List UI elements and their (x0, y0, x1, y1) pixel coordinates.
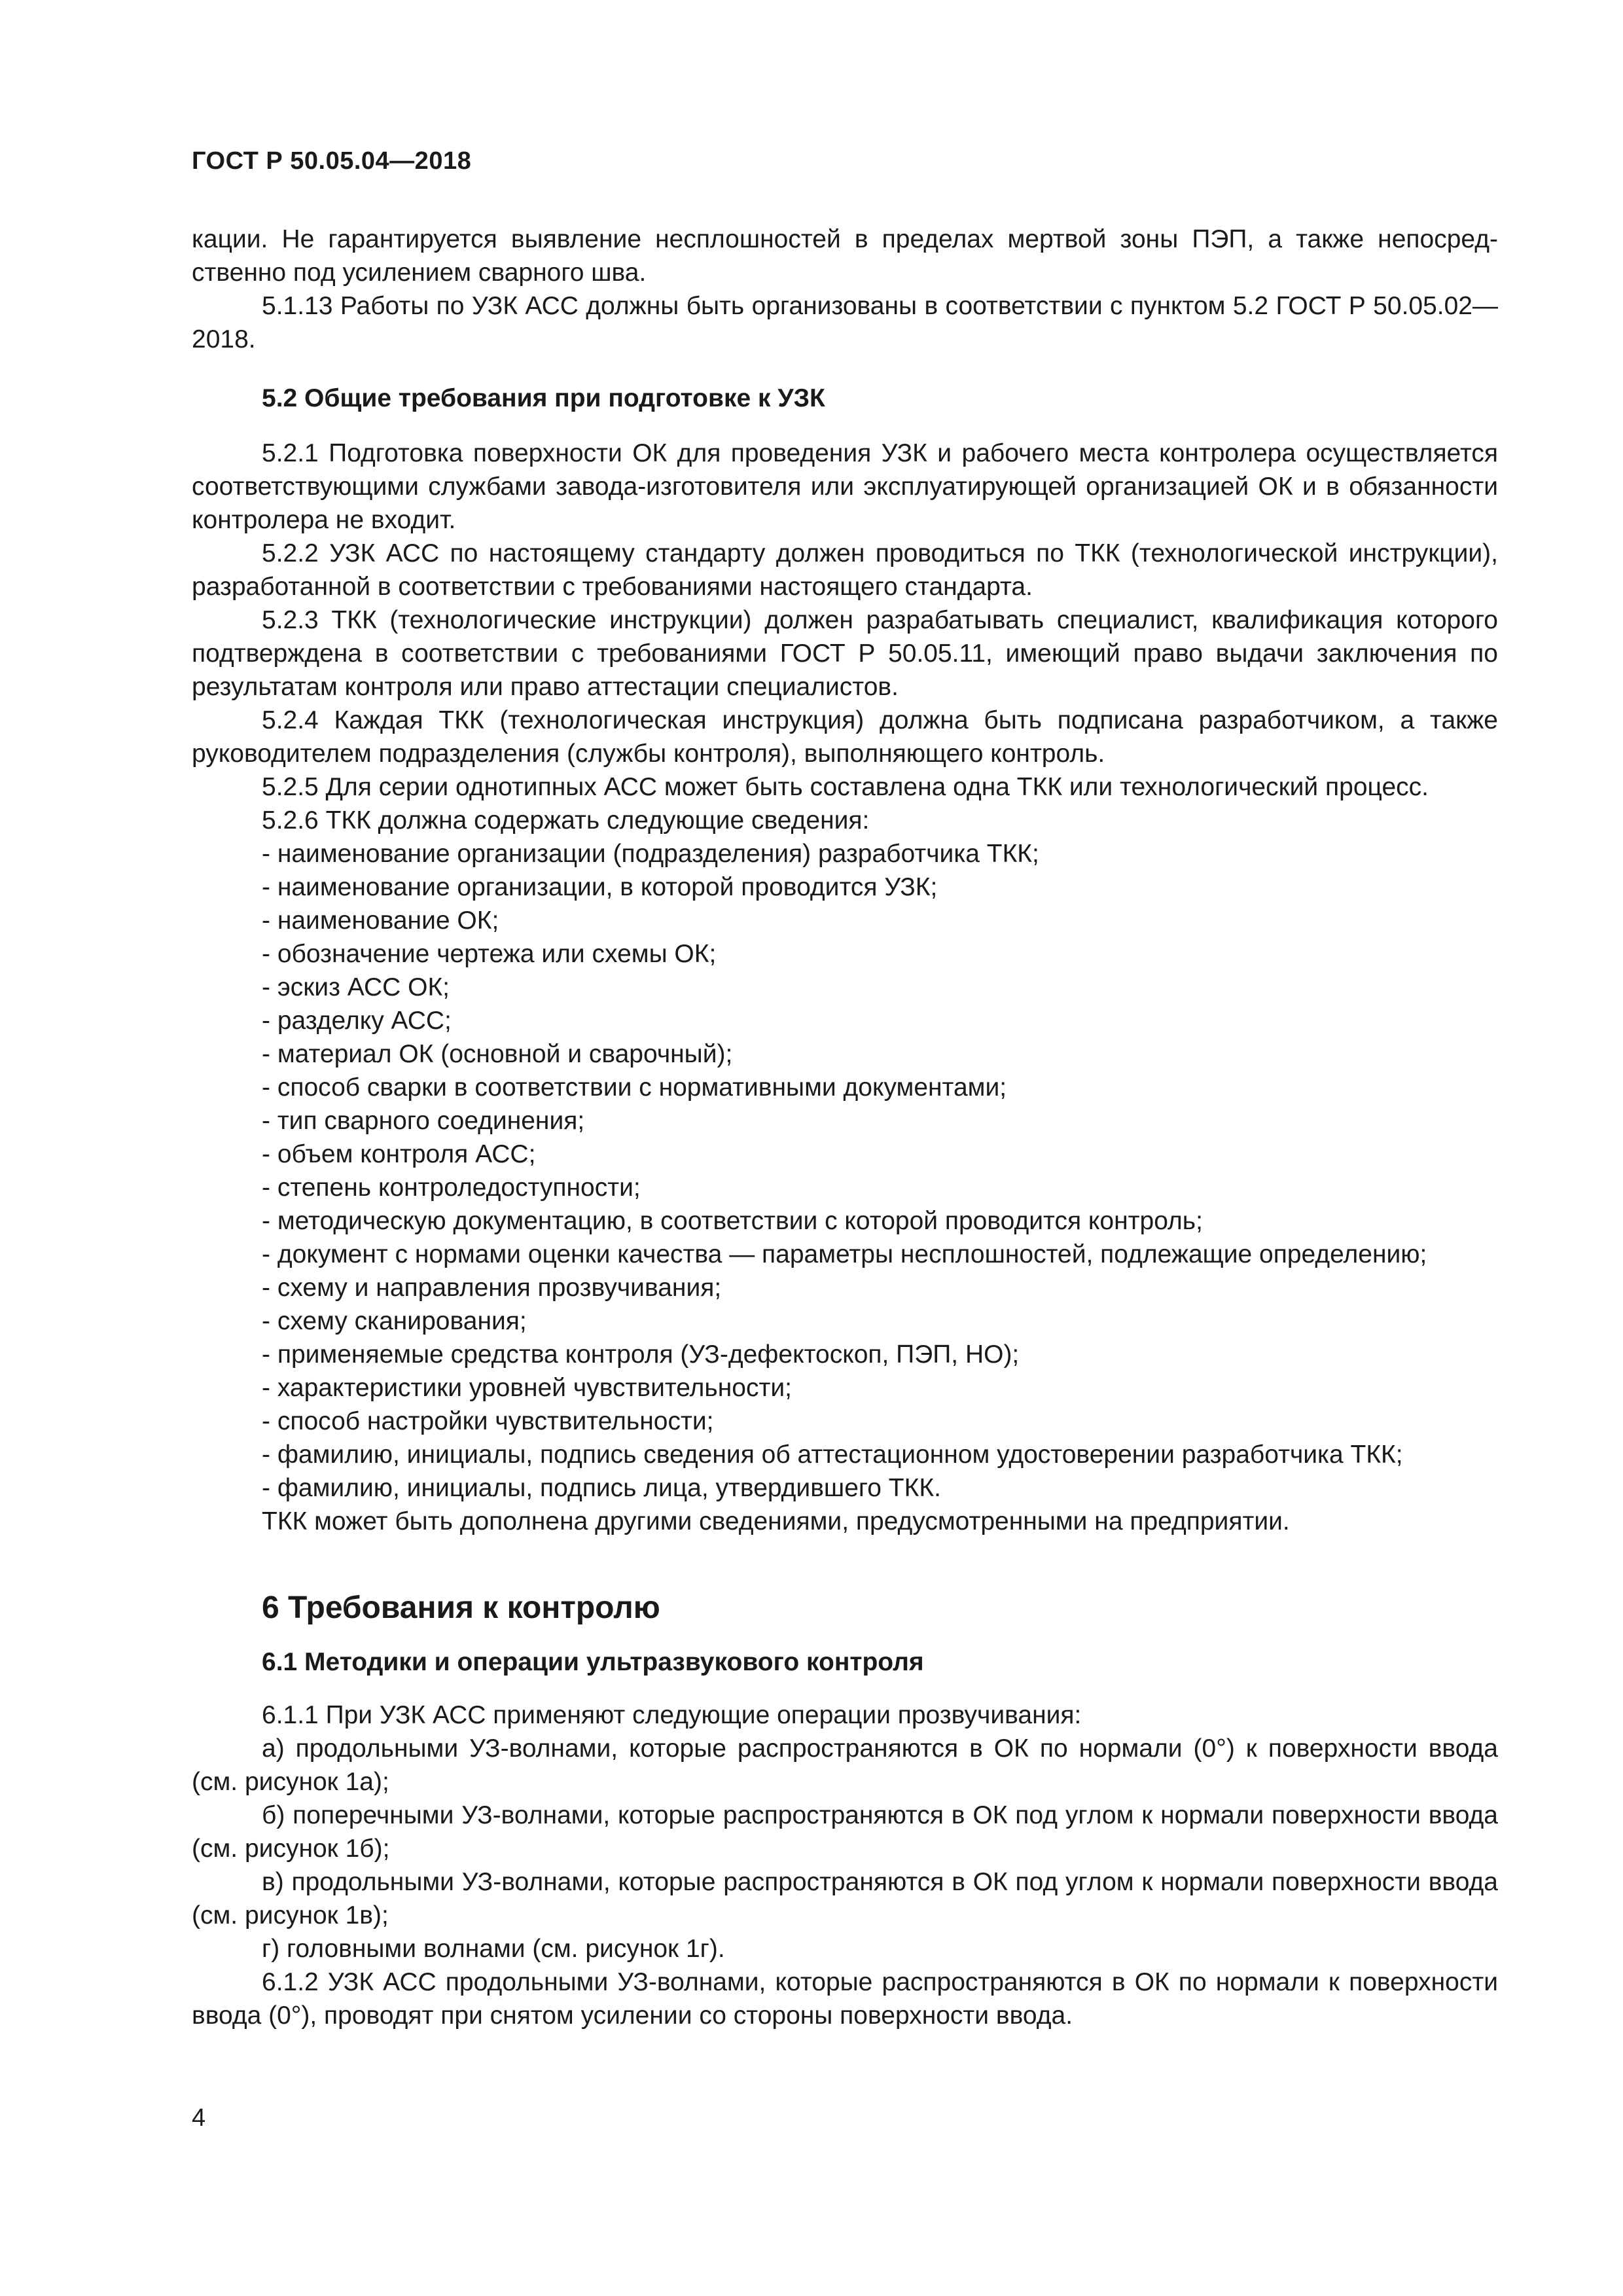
list-item: - эскиз АСС ОК; (262, 973, 450, 1001)
list-item: - характеристики уровней чувствительности; (262, 1374, 792, 1402)
tkk-requirements-list (192, 837, 1498, 1505)
page-number: 4 (192, 2104, 206, 2132)
list-item: - разделку АСС; (262, 1007, 452, 1035)
paragraph-5-1-13: 5.1.13 Работы по УЗК АСС должны быть организованы в соответствии с пунктом 5.2 ГОСТ Р 50.05.02—2018. (192, 292, 1498, 353)
paragraph-5-2-4: 5.2.4 Каждая ТКК (технологическая инструкция) должна быть подписана разработчиком, а также руководителем подразделения (службы контроля), выполняющего контроль. (192, 706, 1498, 768)
list-item: - схему сканирования; (262, 1307, 527, 1335)
item-a: а) продольными УЗ-волнами, которые распространяются в ОК по нормали (0°) к поверхности ввода (см. рисунок 1а); (192, 1734, 1498, 1796)
list-item: - фамилию, инициалы, подпись лица, утвердившего ТКК. (262, 1474, 941, 1502)
section-6-1-heading: 6.1 Методики и операции ультразвукового контроля (262, 1648, 924, 1676)
list-item: - материал ОК (основной и сварочный); (262, 1040, 733, 1068)
list-item: - способ настройки чувствительности; (262, 1407, 714, 1435)
document-body (192, 223, 1498, 2032)
item-b: б) поперечными УЗ-волнами, которые распространяются в ОК под углом к нормали поверхности ввода (см. рисунок 1б); (192, 1801, 1498, 1863)
item-c: в) продольными УЗ-волнами, которые распространяются в ОК под углом к нормали поверхности ввода (см. рисунок 1в); (192, 1868, 1498, 1929)
paragraph-5-2-1: 5.2.1 Подготовка поверхности ОК для проведения УЗК и рабочего места контролера осуществляется соответствующими службами завода-изготовителя или эксплуатирующей организацией ОК и в обязанности контролера не входит. (192, 439, 1498, 534)
list-item: - тип сварного соединения; (262, 1107, 585, 1135)
list-item: - наименование ОК; (262, 906, 499, 935)
section-6-heading: 6 Требования к контролю (262, 1590, 660, 1625)
paragraph-5-2-5: 5.2.5 Для серии однотипных АСС может быть составлена одна ТКК или технологический процесс. (262, 773, 1429, 801)
list-item: - применяемые средства контроля (УЗ-дефектоскоп, ПЭП, НО); (262, 1340, 1020, 1369)
list-item: - степень контроледоступности; (262, 1174, 641, 1202)
list-item: - объем контроля АСС; (262, 1140, 536, 1168)
item-d: г) головными волнами (см. рисунок 1г). (262, 1935, 725, 1963)
document-code-header: ГОСТ Р 50.05.04—2018 (192, 147, 472, 175)
paragraph-5-2-2: 5.2.2 УЗК АСС по настоящему стандарту должен проводиться по ТКК (технологической инструкции), разработанной в соответствии с требованиями настоящего стандарта. (192, 539, 1498, 601)
list-item: - обозначение чертежа или схемы ОК; (262, 940, 717, 968)
list-item: - методическую документацию, в соответствии с которой проводится контроль; (262, 1207, 1203, 1235)
list-item: - наименование организации (подразделения) разработчика ТКК; (262, 840, 1039, 868)
section-5-2-heading: 5.2 Общие требования при подготовке к УЗК (262, 384, 825, 412)
closing-paragraph: ТКК может быть дополнена другими сведениями, предусмотренными на предприятии. (262, 1507, 1290, 1535)
list-item: - схему и направления прозвучивания; (262, 1274, 722, 1302)
list-item: - наименование организации, в которой проводится УЗК; (262, 873, 938, 901)
list-item: - документ с нормами оценки качества — параметры несплошностей, подлежащие определению; (262, 1240, 1427, 1268)
paragraph-5-2-3: 5.2.3 ТКК (технологические инструкции) должен разрабатывать специалист, квалификация которого подтверждена в соответствии с требованиями ГОСТ Р 50.05.11, имеющий право выдачи заключения по результатам контроля или право аттестации специалистов. (192, 606, 1498, 701)
paragraph-6-1-1: 6.1.1 При УЗК АСС применяют следующие операции прозвучивания: (262, 1701, 1082, 1729)
paragraph-5-2-6: 5.2.6 ТКК должна содержать следующие сведения: (262, 806, 870, 834)
list-item: - способ сварки в соответствии с нормативными документами; (262, 1073, 1007, 1102)
list-item: - фамилию, инициалы, подпись сведения об аттестационном удостоверении разработчика ТКК; (262, 1441, 1403, 1469)
intro-paragraph: кации. Не гарантируется выявление несплошностей в пределах мертвой зоны ПЭП, а также непосредственно под усилением сварного шва. (192, 225, 1498, 287)
paragraph-6-1-2: 6.1.2 УЗК АСС продольными УЗ-волнами, которые распространяются в ОК по нормали к поверхности ввода (0°), проводят при снятом усилении со стороны поверхности ввода. (192, 1968, 1498, 2030)
